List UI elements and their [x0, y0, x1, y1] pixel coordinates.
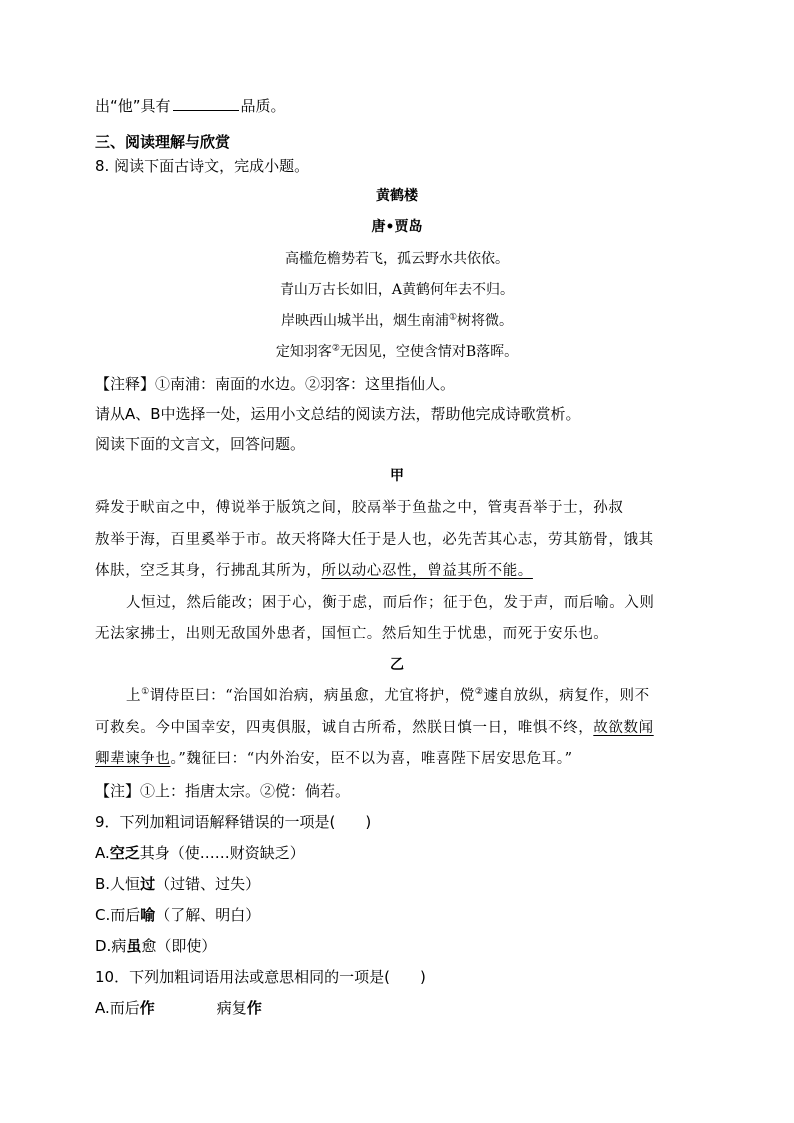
yi-line-1-a: 上 [126, 688, 142, 704]
passage-yi-label: 乙 [390, 657, 404, 673]
q9-option-d-bold: 虽 [126, 937, 142, 955]
yi-line-1 [126, 686, 650, 706]
classical-intro: 阅读下面的文言文，回答问题。 [95, 435, 306, 453]
q9-option-b-suffix: （过错、过失） [155, 875, 261, 893]
jia-p1-line-3 [95, 561, 533, 581]
poem-title: 黄鹤楼 [376, 188, 418, 204]
q9-option-c-suffix: （了解、明白） [155, 906, 261, 924]
section-heading: 三、阅读理解与欣赏 [95, 133, 231, 151]
yi-underlined-2: 卿辈谏争也 [95, 751, 171, 767]
poem-line-3-text-a: 岸映西山城半出，烟生南浦 [280, 313, 449, 329]
yi-footnote-mark-1: ① [141, 687, 150, 698]
q10-option-a-mid: 病复 [216, 999, 247, 1017]
q10-option-a-bold-1: 作 [139, 999, 155, 1017]
poem-line-4-text-b: 无因见，空使含情对B落晖。 [339, 344, 519, 360]
q8-task: 请从A、B中选择一处，运用小文总结的阅读方法，帮助他完成诗歌赏析。 [95, 405, 581, 423]
q9-option-a-bold: 空乏 [109, 844, 140, 862]
jia-p2-line-1: 人恒过，然后能改；困于心，衡于虑，而后作；征于色，发于声，而后喻。入则 [126, 595, 655, 611]
q10-option-a[interactable] [95, 998, 262, 1018]
q10-option-a-prefix: A.而后 [95, 999, 140, 1017]
q9-option-c-prefix: C.而后 [95, 906, 141, 924]
yi-line-1-c: 遽自放纵，病复作，则不 [483, 688, 650, 704]
q9-option-c[interactable] [95, 905, 260, 925]
q9-option-a-prefix: A. [95, 844, 110, 862]
q10-stem: 10．下列加粗词语用法或意思相同的一项是( ) [95, 968, 426, 986]
poem-note: 【注释】①南浦：南面的水边。②羽客：这里指仙人。 [95, 375, 456, 393]
jia-p1-line-2: 敖举于海，百里奚举于市。故天将降大任于是人也，必先苦其心志，劳其筋骨，饿其 [95, 532, 654, 548]
poem-line-4-text-a: 定知羽客 [275, 344, 332, 360]
q9-option-c-bold: 喻 [140, 906, 156, 924]
yi-line-2 [95, 718, 654, 738]
q9-option-d[interactable] [95, 936, 216, 956]
q9-option-d-prefix: D.病 [95, 937, 127, 955]
q9-option-d-suffix: 愈（即使） [141, 937, 217, 955]
q9-option-b[interactable] [95, 874, 260, 894]
poem-line-2 [0, 280, 794, 300]
yi-footnote-mark-2: ② [474, 687, 484, 698]
yi-line-1-b: 谓侍臣曰：“治国如治病，病虽愈，尤宜将护，傥 [149, 688, 475, 704]
classical-note: 【注】①上：指唐太宗。②傥：倘若。 [95, 782, 351, 800]
q9-option-b-prefix: B.人恒 [95, 875, 141, 893]
jia-p2-line-2: 无法家拂士，出则无敌国外患者，国恒亡。然后知生于忧患，而死于安乐也。 [95, 626, 609, 642]
yi-underlined-1: 故欲数闻 [593, 720, 654, 736]
poem-line-4 [0, 342, 794, 362]
jia-underlined-sentence: 所以动心忍性，曾益其所不能。 [321, 563, 533, 579]
q9-option-b-bold: 过 [140, 875, 156, 893]
poem-line-3 [0, 311, 794, 331]
q10-option-a-bold-2: 作 [246, 999, 262, 1017]
q9-stem: 9．下列加粗词语解释错误的一项是( ) [95, 813, 372, 831]
q7-tail-before: 出“他”具有 [95, 97, 171, 115]
q7-tail-after: 品质。 [240, 97, 286, 115]
yi-line-3 [95, 749, 573, 769]
poem-author: 唐•贾岛 [371, 219, 423, 235]
footnote-mark-1: ① [448, 312, 458, 323]
passage-jia-label: 甲 [390, 468, 404, 484]
poem-line-1 [0, 249, 794, 269]
q9-option-a-suffix: 其身（使……财资缺乏） [139, 844, 305, 862]
q8-stem: 8. 阅读下面古诗文，完成小题。 [95, 157, 310, 175]
answer-blank[interactable] [173, 96, 239, 111]
q9-option-a[interactable] [95, 843, 305, 863]
poem-line-3-text-b: 树将微。 [457, 313, 514, 329]
jia-p1-line-3-text: 体肤，空乏其身，行拂乱其所为， [95, 563, 322, 579]
yi-line-2-a: 可救矣。今中国幸安，四夷俱服，诚自古所希，然朕日慎一日，唯惧不终， [95, 720, 594, 736]
footnote-mark-2: ② [331, 343, 340, 354]
jia-p1-line-1: 舜发于畎亩之中，傅说举于版筑之间，胶鬲举于鱼盐之中，管夷吾举于士，孙叔 [95, 500, 624, 516]
yi-line-3-b: 。”魏征曰：“内外治安，臣不以为喜，唯喜陛下居安思危耳。” [170, 751, 573, 767]
poem-line-1-text: 高槛危檐势若飞，孤云野水共依依。 [285, 251, 509, 267]
poem-line-2-text: 青山万古长如旧，A黄鹤何年去不归。 [279, 282, 515, 298]
q7-tail-line [95, 96, 286, 116]
